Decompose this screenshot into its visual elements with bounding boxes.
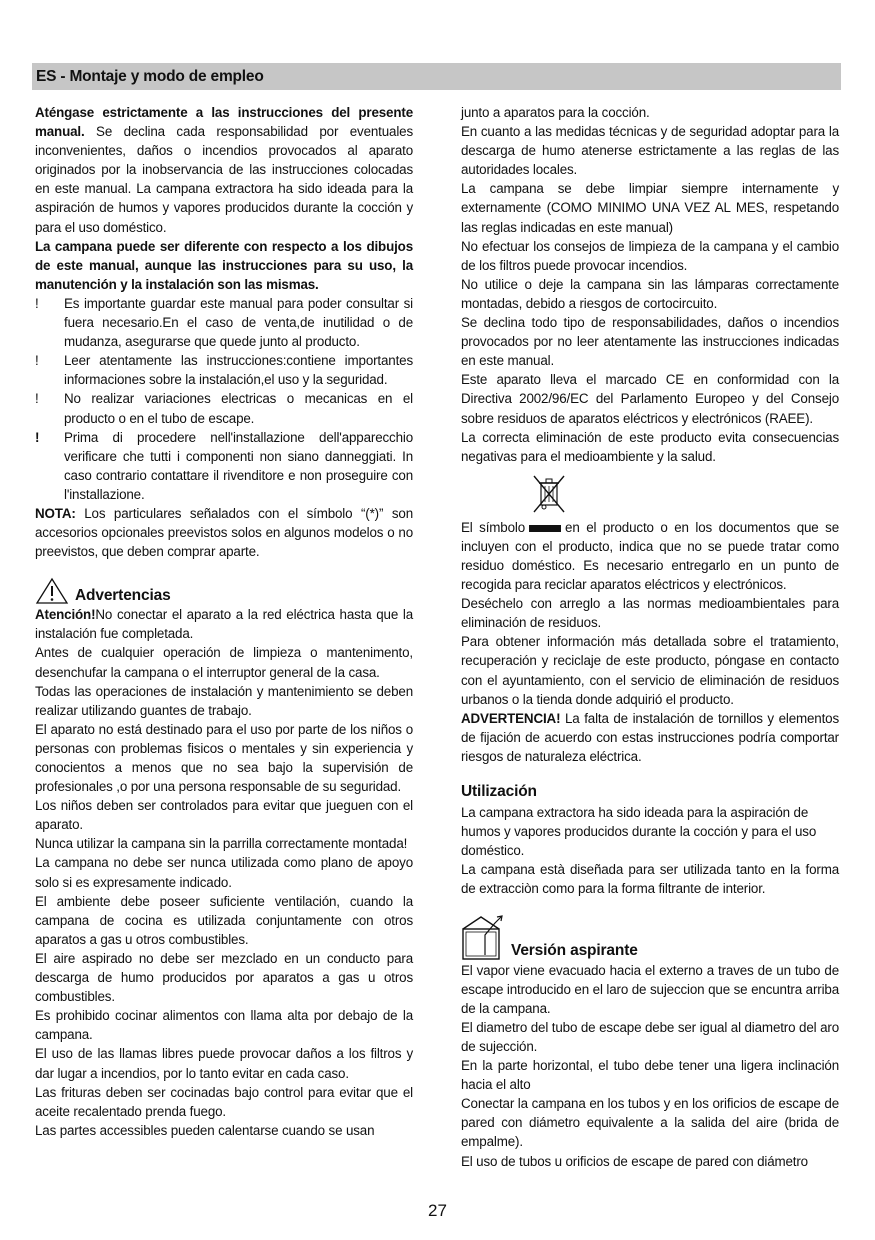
warning-paragraph: Todas las operaciones de instalación y mantenimiento se deben realizar utilizando guantes de trabajo. bbox=[35, 683, 413, 718]
vent-paragraph: Conectar la campana en los tubos y en los orificios de escape de pared con diámetro equivalente a la salida del aire (brida de empalme). bbox=[461, 1096, 839, 1150]
info-paragraph: La campana se debe limpiar siempre internamente y externamente (COMO MINIMO UNA VEZ AL MES, respetando las reglas indicadas en este manual) bbox=[461, 181, 839, 235]
version-aspirante-title: Versión aspirante bbox=[511, 942, 638, 960]
bullet-text: No realizar variaciones electricas o mecanicas en el producto o en el tubo de escape. bbox=[64, 391, 413, 426]
warning-paragraph: Los niños deben ser controlados para evitar que jueguen con el aparato. bbox=[35, 798, 413, 833]
util-paragraph: La campana extractora ha sido ideada para la aspiración de humos y vapores producidos durante la cocción y para el uso doméstico. bbox=[461, 805, 817, 859]
house-vent-icon bbox=[461, 915, 505, 961]
intro-paragraph bbox=[35, 103, 413, 237]
warning-triangle-icon bbox=[35, 577, 69, 605]
warning-paragraph: El aparato no está destinado para el uso por parte de los niños o personas con problemas fisicos o mentales y sin experiencia y conocientos a menos que no sea bajo la supervisión de profesionales ,o por una persona responsable de su seguridad. bbox=[35, 721, 413, 795]
weee-bin-icon-wrap bbox=[531, 474, 839, 514]
warning-paragraph: El aire aspirado no debe ser mezclado en un conducto para descarga de humo producidos por aparatos a gas u otros combustibles. bbox=[35, 950, 413, 1005]
section-title: ES - Montaje y modo de empleo bbox=[36, 68, 264, 85]
black-bar-symbol-icon bbox=[529, 525, 561, 532]
warning-paragraph: La campana no debe ser nunca utilizada como plano de apoyo solo si es expresamente indicado. bbox=[35, 855, 413, 890]
bullet-text: Leer atentamente las instrucciones:contiene importantes informaciones sobre la instalación,el uso y la seguridad. bbox=[64, 353, 413, 388]
info-paragraph: Este aparato lleva el marcado CE en conformidad con la Directiva 2002/96/EC del Parlamento Europeo y del Consejo sobre residuos de aparatos eléctricos y electrónicos (RAEE). bbox=[461, 372, 839, 426]
warnings-title: Advertencias bbox=[75, 587, 171, 605]
intro-text: Se declina cada responsabilidad por eventuales inconvenientes, daños o incendios provocados al aparato originados por la inobservancia de las instrucciones colocadas en este manual. La campana extractora ha sido ideada para la aspiración de humos y vapores producidos durante la cocción y para el uso doméstico. bbox=[35, 124, 413, 235]
version-aspirante-heading bbox=[461, 915, 839, 961]
nota-label: NOTA: bbox=[35, 505, 76, 521]
warning-paragraph: Las frituras deben ser cocinadas bajo control para evitar que el aceite recalentado prenda fuego. bbox=[35, 1084, 413, 1119]
vent-paragraph: El uso de tubos u orificios de escape de pared con diámetro bbox=[461, 1153, 808, 1169]
attention-paragraph: Atención!No conectar el aparato a la red eléctrica hasta que la instalación fue completada. bbox=[35, 607, 413, 642]
vent-paragraph: El vapor viene evacuado hacia el externo a traves de un tubo de escape introducido en el laro de sujeccion que se encuntra arriba de la campana. bbox=[461, 962, 839, 1016]
warning-paragraph: El uso de las llamas libres puede provocar daños a los filtros y dar lugar a incendios, por lo tanto evitar en cada caso. bbox=[35, 1046, 413, 1081]
symbol-paragraph: El símbolo en el producto o en los documentos que se incluyen con el producto, indica que no se puede tratar como residuo doméstico. Es necesario entregarlo en un punto de recogida para reciclar aparatos eléctricos y electrónicos. bbox=[461, 519, 840, 593]
bullet-item bbox=[35, 389, 413, 427]
bullet-item bbox=[35, 294, 413, 351]
intro-bold-paragraph: La campana puede ser diferente con respecto a los dibujos de este manual, aunque las instrucciones para su uso, la manutención y la instalación son las mismas. bbox=[35, 238, 413, 292]
bullet-text: Es importante guardar este manual para poder consultar si fuera necesario.En el caso de venta,de inutilidad o de mudanza, asegurarse que quede junto al producto. bbox=[64, 295, 413, 350]
bullet-text: Prima di procedere nell'installazione dell'apparecchio verificare che tutti i componenti non siano danneggiati. In caso contrario contattare il rivenditore e non proseguire con l'installazione. bbox=[64, 429, 413, 502]
utilizacion-heading: Utilización bbox=[461, 783, 537, 800]
advertencia-label: ADVERTENCIA! bbox=[461, 710, 561, 726]
info-paragraph: La correcta eliminación de este producto evita consecuencias negativas para el medioambiente y la salud. bbox=[461, 429, 839, 464]
bullet-mark: ! bbox=[35, 429, 40, 445]
vent-paragraph: En la parte horizontal, el tubo debe tener una ligera inclinación hacia el alto bbox=[461, 1058, 839, 1093]
info-paragraph: junto a aparatos para la cocción. bbox=[461, 105, 650, 120]
info-paragraph: Deséchelo con arreglo a las normas medioambientales para eliminación de residuos. bbox=[461, 596, 839, 631]
right-column bbox=[461, 103, 839, 1171]
bullet-mark: ! bbox=[35, 391, 39, 407]
intro-bold: Aténgase estrictamente a las instrucciones del presente manual. bbox=[35, 105, 413, 140]
info-paragraph: Para obtener información más detallada sobre el tratamiento, recuperación y reciclaje de este producto, póngase en contacto con el ayuntamiento, con el servicio de eliminación de residuos urbanos o la tienda donde adquirió el producto. bbox=[461, 634, 839, 707]
warning-paragraph: Las partes accessibles pueden calentarse cuando se usan bbox=[35, 1122, 375, 1138]
nota-paragraph: NOTA: Los particulares señalados con el símbolo “(*)” son accesorios opcionales preevistos solos en algunos modelos o no preevistos, que deben comprar aparte. bbox=[35, 505, 413, 560]
vent-paragraph: El diametro del tubo de escape debe ser igual al diametro del aro de sujección. bbox=[461, 1019, 839, 1054]
util-paragraph: La campana està diseñada para ser utilizada tanto en la forma de extracciòn como para la forma filtrante de interior. bbox=[461, 862, 839, 897]
left-column bbox=[35, 103, 413, 1140]
section-header-bar bbox=[32, 63, 841, 90]
advertencia-paragraph: ADVERTENCIA! La falta de instalación de tornillos y elementos de fijación de acuerdo con estas instrucciones podría comportar riesgos de naturaleza eléctrica. bbox=[461, 710, 839, 764]
crossed-bin-icon bbox=[531, 474, 567, 514]
page-number: 27 bbox=[428, 1201, 447, 1220]
bullet-mark: ! bbox=[35, 353, 39, 369]
warning-paragraph: Antes de cualquier operación de limpieza o mantenimento, desenchufar la campana o el interruptor general de la casa. bbox=[35, 645, 413, 680]
attention-label: Atención! bbox=[35, 607, 96, 623]
warning-paragraph: El ambiente debe poseer suficiente ventilación, cuando la campana de cocina es utilizada conjuntamente con otros aparatos a gas u otros combustibles. bbox=[35, 893, 413, 947]
info-paragraph: No efectuar los consejos de limpieza de la campana y el cambio de los filtros puede provocar incendios. bbox=[461, 238, 839, 273]
warnings-heading bbox=[35, 577, 413, 605]
bullet-mark: ! bbox=[35, 295, 39, 311]
bullet-item bbox=[35, 428, 413, 504]
info-paragraph: No utilice o deje la campana sin las lámparas correctamente montadas, debido a riesgos de cortocircuito. bbox=[461, 276, 839, 311]
warning-paragraph: Es prohibido cocinar alimentos con llama alta por debajo de la campana. bbox=[35, 1008, 413, 1043]
bullet-item bbox=[35, 351, 413, 389]
info-paragraph: Se declina todo tipo de responsabilidades, daños o incendios provocados por no leer atentamente las instrucciones indicadas en este manual. bbox=[461, 315, 839, 369]
info-paragraph: En cuanto a las medidas técnicas y de seguridad adoptar para la descarga de humo atenerse estrictamente a las reglas de las autoridades locales. bbox=[461, 124, 839, 178]
warning-paragraph: Nunca utilizar la campana sin la parrilla correctamente montada! bbox=[35, 836, 408, 852]
